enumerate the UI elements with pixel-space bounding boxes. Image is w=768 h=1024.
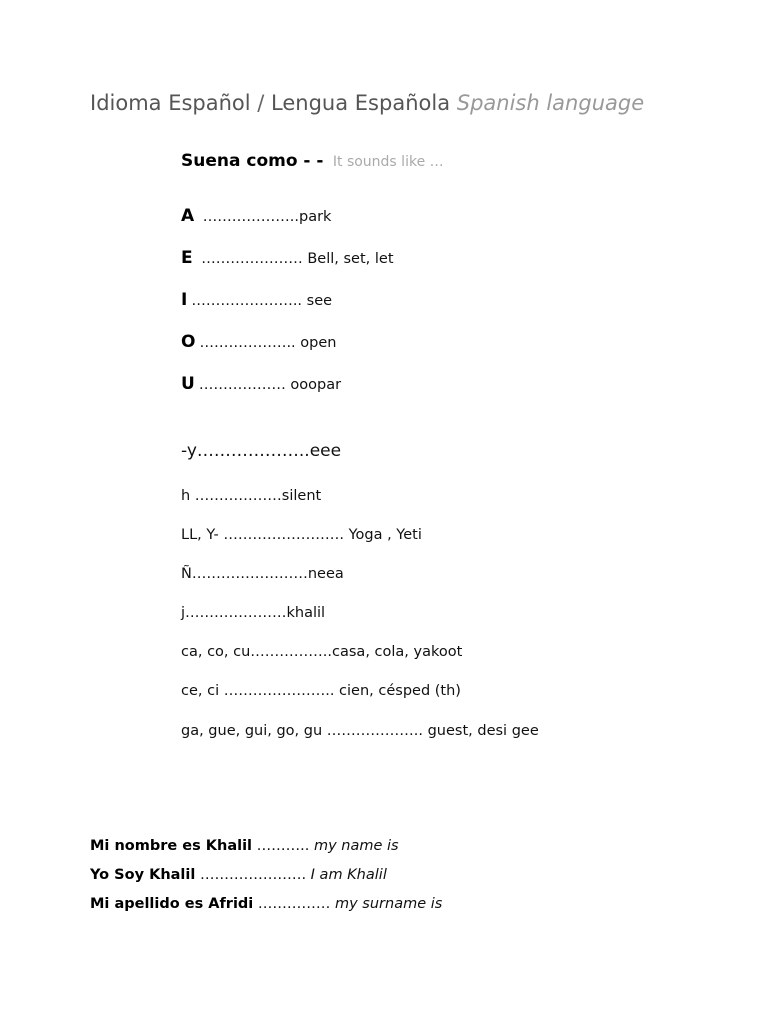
phrase-dots: ………………….	[195, 867, 311, 883]
phrase-spanish: Yo Soy Khalil	[90, 867, 196, 883]
vowel-row-o	[181, 332, 336, 352]
phrase-row	[90, 867, 387, 883]
title-separator: /	[250, 91, 272, 115]
vowel-sound: ………………..park	[198, 209, 332, 225]
consonant-rule-h: h ………………silent	[181, 488, 322, 504]
vowel-letter: O	[181, 332, 196, 352]
vowel-sound: ……………….. open	[199, 335, 337, 351]
phrase-english: I am Khalil	[310, 867, 387, 883]
phrase-spanish: Mi nombre es Khalil	[90, 838, 253, 854]
vowel-row-u	[181, 374, 341, 394]
vowel-sound: ……………… ooopar	[198, 377, 342, 393]
vowel-row-e	[181, 248, 394, 268]
vowel-letter: A	[181, 206, 195, 226]
phrase-row	[90, 838, 399, 854]
title-spanish-idioma: Idioma Español	[90, 91, 251, 115]
phrase-dots: ……………	[253, 896, 335, 912]
consonant-rule-j: j…………………khalil	[181, 605, 326, 621]
phrase-english: my name is	[313, 838, 399, 854]
title-spanish-lengua: Lengua Española	[271, 91, 451, 115]
vowel-row-a	[181, 206, 331, 226]
vowel-letter: E	[181, 248, 193, 268]
consonant-rule-enye: Ñ……………………neea	[181, 566, 344, 582]
consonant-rule-ga-gu: ga, gue, gui, go, gu ……………….. guest, desi gee	[181, 723, 539, 739]
sounds-like-hint: It sounds like …	[332, 154, 444, 170]
consonant-rule-ll-y: LL, Y- ……………………. Yoga , Yeti	[181, 527, 422, 543]
vowel-sound: ………………… Bell, set, let	[196, 251, 394, 267]
sounds-like-header	[181, 151, 444, 171]
consonant-rule-ce-ci: ce, ci ………………….. cien, césped (th)	[181, 683, 461, 699]
phrase-dots: ………..	[252, 838, 314, 854]
vowel-letter: U	[181, 374, 195, 394]
phrase-english: my surname is	[334, 896, 443, 912]
page-title	[90, 91, 644, 115]
phrase-spanish: Mi apellido es Afridi	[90, 896, 254, 912]
y-rule: -y………………..eee	[181, 441, 342, 461]
sounds-like-label: Suena como - -	[181, 151, 324, 171]
title-english: Spanish language	[456, 91, 645, 115]
vowel-row-i	[181, 290, 332, 310]
phrase-row	[90, 896, 442, 912]
vowel-sound: ………………….. see	[191, 293, 333, 309]
vowel-letter: I	[181, 290, 188, 310]
consonant-rule-ca-co-cu: ca, co, cu……………..casa, cola, yakoot	[181, 644, 463, 660]
